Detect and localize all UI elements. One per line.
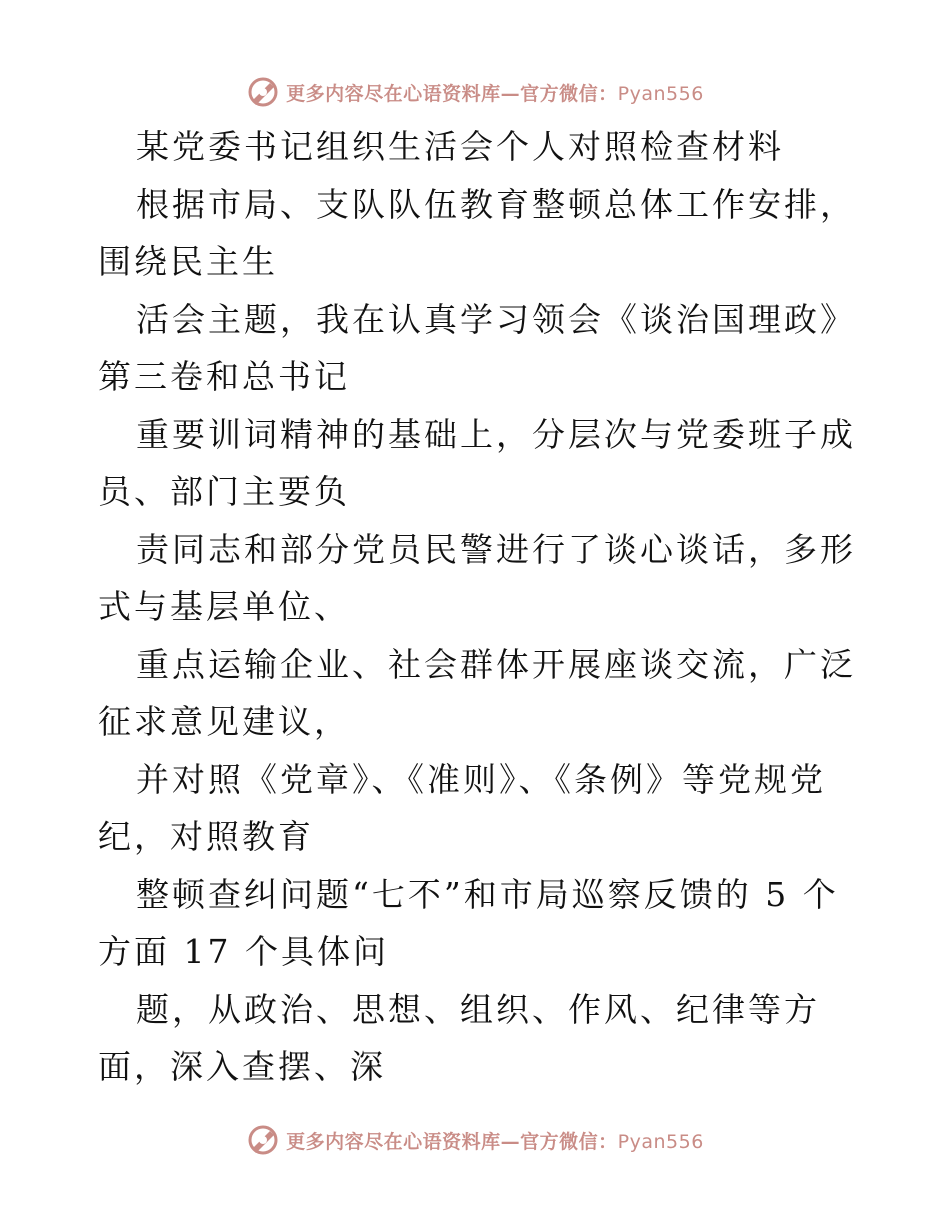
document-title: 某党委书记组织生活会个人对照检查材料: [136, 127, 784, 166]
watermark-text: 更多内容尽在心语资料库—官方微信：Pyan556: [286, 1130, 704, 1153]
paragraph: 重点运输企业、社会群体开展座谈交流，广泛征求意见建议，: [98, 644, 856, 741]
paragraph: 题，从政治、思想、组织、作风、纪律等方面，深入查摆、深: [98, 989, 820, 1086]
paragraph: 整顿查纠问题“七不”和市局巡察反馈的 5 个方面 17 个具体问: [98, 874, 839, 971]
watermark-text: 更多内容尽在心语资料库—官方微信：Pyan556: [286, 82, 704, 105]
paragraph: 根据市局、支队队伍教育整顿总体工作安排，围绕民主生: [98, 184, 856, 281]
paragraph: 责同志和部分党员民警进行了谈心谈话，多形式与基层单位、: [98, 529, 856, 626]
watermark-footer: [0, 1120, 950, 1160]
watermark-account: Pyan556: [617, 1130, 704, 1153]
paragraph: 重要训词精神的基础上，分层次与党委班子成员、部门主要负: [98, 414, 856, 511]
paragraph: 活会主题，我在认真学习领会《谈治国理政》第三卷和总书记: [98, 299, 856, 396]
pen-logo-icon: [246, 75, 280, 109]
paragraph: 并对照《党章》、《准则》、《条例》等党规党纪，对照教育: [98, 759, 826, 856]
pen-logo-icon: [246, 1123, 280, 1157]
watermark-header: [0, 72, 950, 112]
document-body: [98, 118, 858, 1096]
watermark-account: Pyan556: [617, 82, 704, 105]
